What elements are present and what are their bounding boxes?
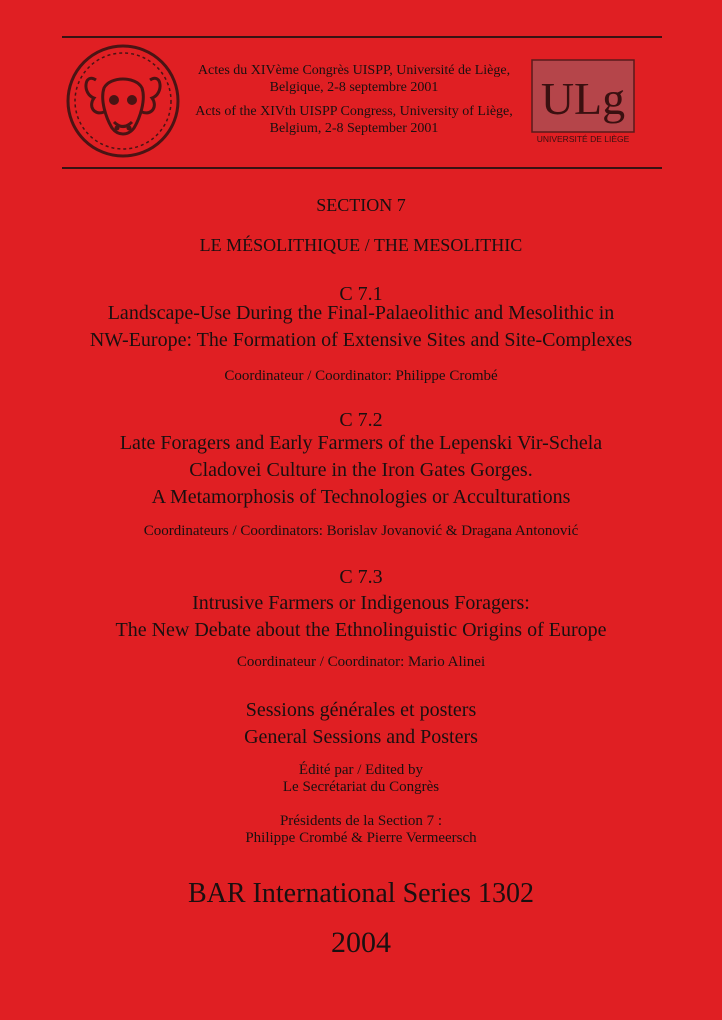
- colloquium-title: [0, 430, 722, 511]
- colloquium-code: C 7.1: [339, 283, 383, 305]
- colloquium-title-line: The New Debate about the Ethnolinguistic Origins of Europe: [115, 619, 607, 641]
- edited-line: Le Secrétariat du Congrès: [282, 779, 440, 795]
- colloquium-title-line: A Metamorphosis of Technologies or Acculturations: [151, 486, 571, 508]
- colloquium-title-line: Cladovei Culture in the Iron Gates Gorges.: [189, 459, 533, 481]
- conference-french: [186, 62, 522, 96]
- general-sessions: [0, 697, 722, 751]
- colloquium-title-line: Intrusive Farmers or Indigenous Foragers:: [192, 592, 530, 614]
- conference-french-line: Actes du XIVème Congrès UISPP, Université de Liège,: [197, 63, 511, 78]
- header-bottom-rule: [62, 167, 662, 169]
- publication-year: 2004: [331, 926, 391, 959]
- logo-caption: UNIVERSITÉ DE LIÈGE: [536, 134, 630, 144]
- edited-by: [0, 762, 722, 796]
- conference-english-line: Belgium, 2-8 September 2001: [269, 121, 439, 136]
- conference-english-line: Acts of the XIVth UISPP Congress, University of Liège,: [195, 104, 513, 119]
- colloquium-code: C 7.2: [339, 409, 383, 431]
- colloquium-title-line: Landscape-Use During the Final-Palaeolithic and Mesolithic in: [107, 302, 615, 324]
- colloquium-coordinator: Coordinateur / Coordinator: Mario Alinei: [236, 654, 486, 670]
- ulg-university-logo: [530, 58, 638, 148]
- colloquium-code: C 7.3: [339, 566, 383, 588]
- colloquium-title-line: Late Foragers and Early Farmers of the Lepenski Vir-Schela: [119, 432, 603, 454]
- congress-seal-icon: [64, 42, 182, 160]
- section-title: LE MÉSOLITHIQUE / THE MESOLITHIC: [199, 235, 523, 255]
- colloquium-title-line: NW-Europe: The Formation of Extensive Sites and Site-Complexes: [89, 329, 633, 351]
- colloquium-coordinator: Coordinateur / Coordinator: Philippe Crombé: [224, 368, 498, 384]
- conference-french-line: Belgique, 2-8 septembre 2001: [269, 80, 439, 95]
- presidents-line: Présidents de la Section 7 :: [279, 813, 443, 829]
- conference-info: [186, 62, 522, 144]
- series-title: BAR International Series 1302: [187, 878, 535, 909]
- colloquium-coordinator: Coordinateurs / Coordinators: Borislav Jovanović & Dragana Antonović: [143, 523, 579, 539]
- conference-english: [186, 103, 522, 137]
- edited-line: Édité par / Edited by: [298, 762, 424, 778]
- logo-text: ULg: [540, 73, 626, 124]
- sessions-line: Sessions générales et posters: [245, 699, 477, 721]
- section-presidents: [0, 813, 722, 847]
- section-label: SECTION 7: [316, 195, 406, 215]
- colloquium-title: [0, 300, 722, 354]
- sessions-line: General Sessions and Posters: [244, 726, 478, 748]
- top-rule: [62, 36, 662, 38]
- colloquium-title: [0, 590, 722, 644]
- presidents-line: Philippe Crombé & Pierre Vermeersch: [245, 830, 477, 846]
